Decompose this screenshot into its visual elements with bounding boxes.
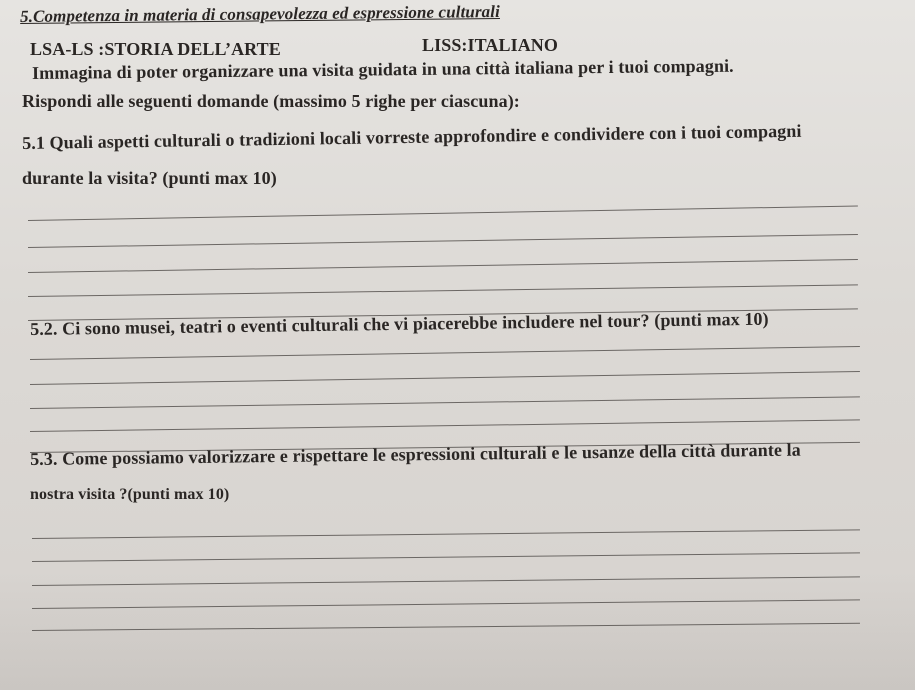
question-5-2-line-1: 5.2. Ci sono musei, teatri o eventi culturali che vi piacerebbe includere nel tour? (punti max 10) xyxy=(30,308,769,339)
answer-line-5-2-c[interactable] xyxy=(30,396,860,409)
question-5-3-line-1: 5.3. Come possiamo valorizzare e rispettare le espressioni culturali e le usanze della città durante la xyxy=(30,439,801,469)
answer-line-5-3-b[interactable] xyxy=(32,552,860,562)
instructions-line-2: Rispondi alle seguenti domande (massimo 5 righe per ciascuna): xyxy=(22,91,520,111)
subject-italiano: LISS:ITALIANO xyxy=(422,35,559,55)
instructions-line-1: Immagina di poter organizzare una visita guidata in una città italiana per i tuoi compagni. xyxy=(32,55,734,83)
question-5-1-line-2: durante la visita? (punti max 10) xyxy=(22,168,277,188)
answer-line-5-1-a[interactable] xyxy=(28,206,858,221)
answer-line-5-3-d[interactable] xyxy=(32,599,860,609)
section-heading: 5.Competenza in materia di consapevolezza ed espressione culturali xyxy=(20,1,500,26)
question-5-1-line-1: 5.1 Quali aspetti culturali o tradizioni locali vorreste approfondire e condividere con i tuoi compagni xyxy=(22,120,802,153)
answer-line-5-3-a[interactable] xyxy=(32,529,860,539)
answer-line-5-2-b[interactable] xyxy=(30,371,860,385)
answer-line-5-3-c[interactable] xyxy=(32,576,860,586)
answer-line-5-2-d[interactable] xyxy=(30,419,860,432)
answer-line-5-1-d[interactable] xyxy=(28,284,858,297)
subject-storia-arte: LSA-LS :STORIA DELL’ARTE xyxy=(30,39,281,59)
answer-line-5-1-c[interactable] xyxy=(28,259,858,273)
answer-line-5-1-b[interactable] xyxy=(28,234,858,248)
answer-line-5-3-e[interactable] xyxy=(32,623,860,631)
answer-line-5-2-a[interactable] xyxy=(30,346,860,360)
question-5-3-line-2: nostra visita ?(punti max 10) xyxy=(30,486,230,503)
